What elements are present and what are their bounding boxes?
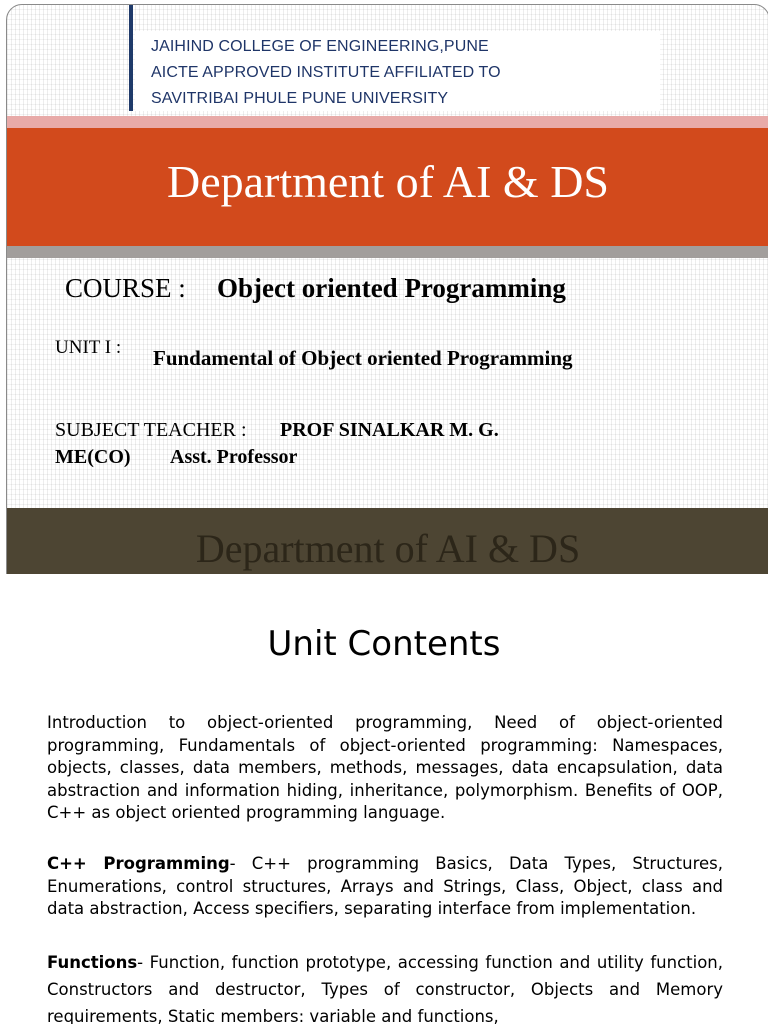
course-label: COURSE : xyxy=(65,273,186,303)
footer-department-title: Department of AI & DS xyxy=(195,526,581,571)
cpp-text: - C++ programming Basics, Data Types, Structures, Enumerations, control structures, Arrays and Strings, Class, Object, class and data abstraction, Access specifiers, separating interface from implementation. xyxy=(47,854,723,918)
intro-paragraph: Introduction to object-oriented programming, Need of object-oriented programming, Fundamentals of object-oriented programming: Namespaces, objects, classes, data members, methods, messages, data encapsulation, data abstraction and information hiding, inheritance, polymorphism. Benefits of OOP, C++ as object oriented programming language. xyxy=(47,713,723,822)
contents-title: Unit Contents xyxy=(267,624,501,664)
university-name: SAVITRIBAI PHULE PUNE UNIVERSITY xyxy=(151,90,449,107)
unit-title: Fundamental of Object oriented Programming xyxy=(153,346,573,370)
title-slide xyxy=(6,4,768,576)
teacher-name: PROF SINALKAR M. G. xyxy=(280,419,499,441)
header-accent-bar xyxy=(129,5,133,111)
course-name: Object oriented Programming xyxy=(217,273,566,303)
functions-text: - Function, function prototype, accessing function and utility function, Constructors and destructor, Types of constructor, Objects and Memory requirements, Static members: variable and functions, xyxy=(47,953,723,1024)
contents-slide xyxy=(0,574,768,1024)
functions-paragraph xyxy=(47,949,723,1024)
pink-divider xyxy=(7,116,768,128)
teacher-degree: ME(CO) xyxy=(55,446,131,468)
cpp-heading: C++ Programming xyxy=(47,854,230,873)
college-affiliation: AICTE APPROVED INSTITUTE AFFILIATED TO xyxy=(151,64,501,81)
teacher-role: Asst. Professor xyxy=(170,446,298,468)
cpp-paragraph xyxy=(47,853,723,921)
department-title: Department of AI & DS xyxy=(166,156,610,207)
unit-label: UNIT I : xyxy=(55,337,122,358)
functions-heading: Functions xyxy=(47,953,138,972)
teacher-label: SUBJECT TEACHER : xyxy=(55,419,247,441)
gray-divider xyxy=(7,246,768,258)
college-name: JAIHIND COLLEGE OF ENGINEERING,PUNE xyxy=(151,38,489,55)
